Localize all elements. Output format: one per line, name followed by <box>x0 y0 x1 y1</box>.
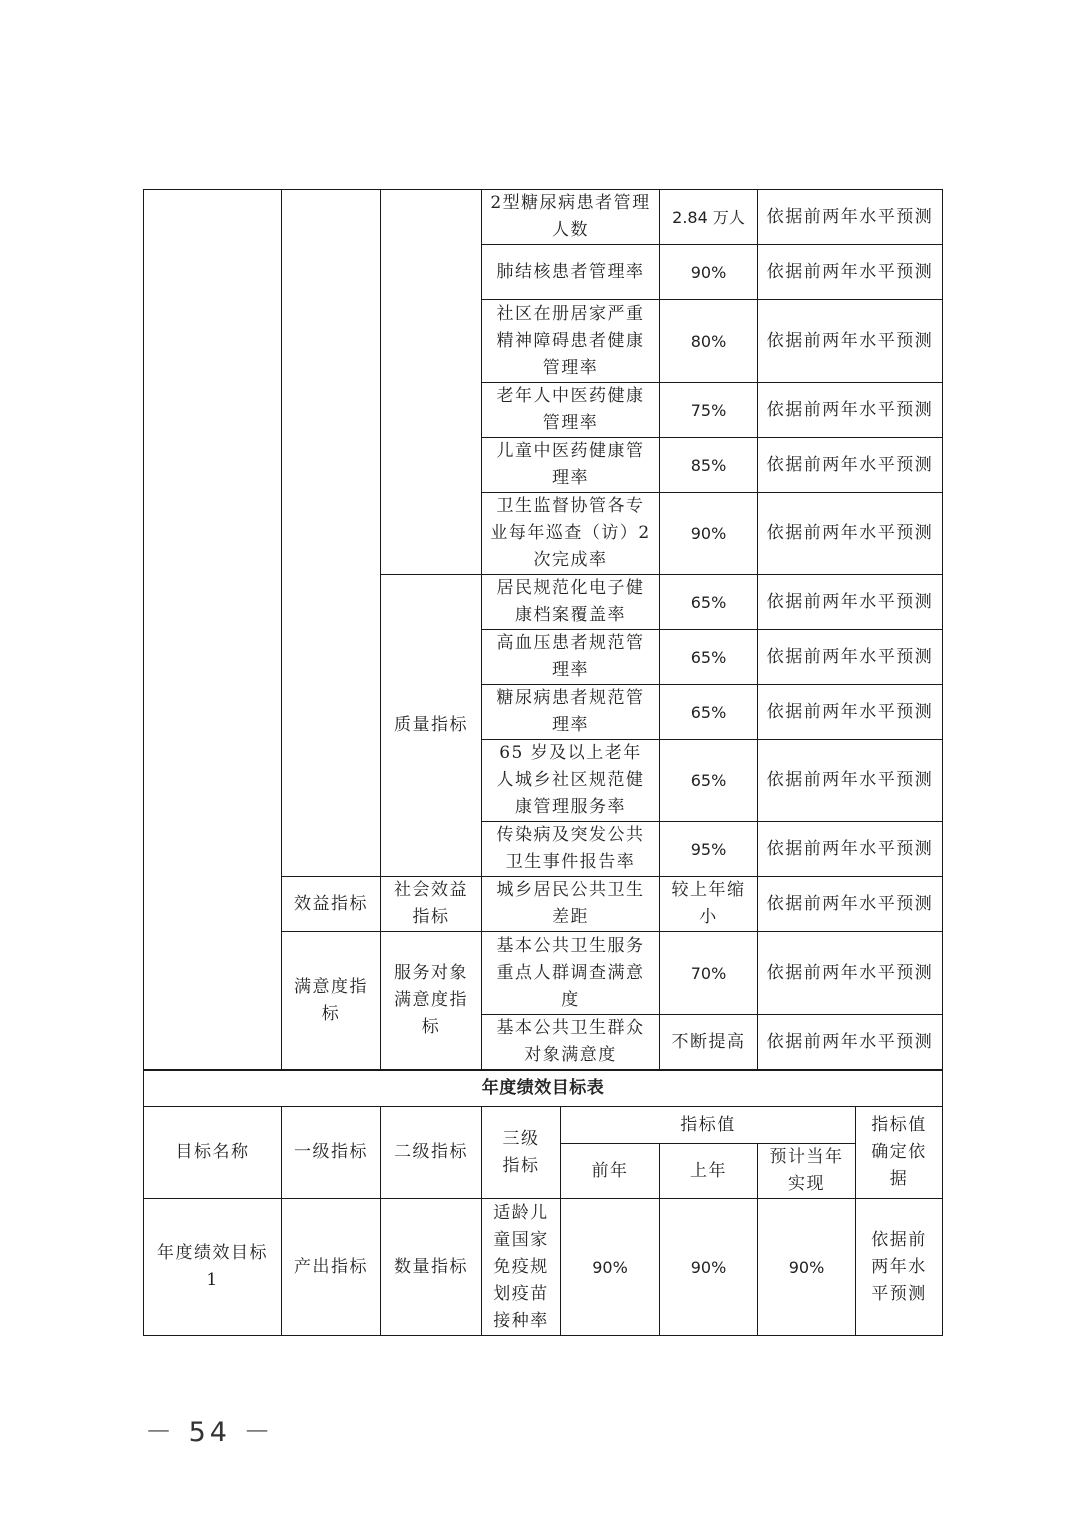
indicator-value: 75% <box>660 383 758 438</box>
indicator-value: 80% <box>660 300 758 383</box>
header-basis-text: 指标值确定依据 <box>871 1115 927 1189</box>
level1-satisfaction: 满意度指标 <box>282 932 381 1070</box>
level2-quality: 质量指标 <box>381 575 482 877</box>
value-basis: 依据前两年水平预测 <box>758 1015 943 1070</box>
level3-indicator: 65 岁及以上老年人城乡社区规范健康管理服务率 <box>482 740 660 822</box>
level3-indicator: 糖尿病患者规范管理率 <box>482 685 660 740</box>
level1-indicator: 产出指标 <box>282 1199 381 1336</box>
table-title: 年度绩效目标表 <box>144 1071 943 1107</box>
header-level2: 二级指标 <box>381 1107 482 1199</box>
value-basis: 依据前两年水平预测 <box>758 190 943 245</box>
last-year-value: 90% <box>660 1199 758 1336</box>
value-basis: 依据前两年水平预测 <box>758 932 943 1015</box>
header-prev-year: 前年 <box>561 1144 660 1199</box>
indicator-value: 较上年缩小 <box>660 877 758 932</box>
indicator-value: 2.84 万人 <box>660 190 758 245</box>
level3-indicator: 城乡居民公共卫生差距 <box>482 877 660 932</box>
value-basis: 依据前两年水平预测 <box>758 300 943 383</box>
indicator-value: 65% <box>660 630 758 685</box>
value-basis: 依据前两年水平预测 <box>758 630 943 685</box>
page-number: － 54 － <box>145 1417 275 1448</box>
level3-indicator: 基本公共卫生服务重点人群调查满意度 <box>482 932 660 1015</box>
level3-indicator: 传染病及突发公共卫生事件报告率 <box>482 822 660 877</box>
indicator-value: 95% <box>660 822 758 877</box>
indicator-value: 90% <box>660 245 758 300</box>
value-basis: 依据前两年水平预测 <box>758 740 943 822</box>
this-year-value: 90% <box>758 1199 856 1336</box>
level1-benefit: 效益指标 <box>282 877 381 932</box>
goal-name-cell-empty <box>144 190 282 1070</box>
level3-indicator: 儿童中医药健康管理率 <box>482 438 660 493</box>
indicator-value: 70% <box>660 932 758 1015</box>
value-basis <box>856 1199 943 1336</box>
value-basis: 依据前两年水平预测 <box>758 685 943 740</box>
indicator-value: 65% <box>660 685 758 740</box>
value-basis: 依据前两年水平预测 <box>758 877 943 932</box>
value-basis: 依据前两年水平预测 <box>758 575 943 630</box>
header-basis <box>856 1107 943 1199</box>
performance-indicator-table <box>143 189 943 1070</box>
level3-indicator: 老年人中医药健康管理率 <box>482 383 660 438</box>
value-basis: 依据前两年水平预测 <box>758 383 943 438</box>
level2-cell-empty <box>381 190 482 575</box>
header-level3-text: 三级指标 <box>502 1128 540 1176</box>
annual-performance-goal-table <box>143 1070 943 1336</box>
header-indicator-value: 指标值 <box>561 1107 856 1144</box>
level3-indicator: 居民规范化电子健康档案覆盖率 <box>482 575 660 630</box>
level3-indicator-text: 适龄儿童国家免疫规划疫苗接种率 <box>493 1202 549 1331</box>
indicator-value: 90% <box>660 493 758 575</box>
level3-indicator <box>482 1199 561 1336</box>
value-basis: 依据前两年水平预测 <box>758 822 943 877</box>
header-last-year: 上年 <box>660 1144 758 1199</box>
goal-name: 年度绩效目标1 <box>144 1199 282 1336</box>
indicator-value: 不断提高 <box>660 1015 758 1070</box>
level3-indicator: 基本公共卫生群众对象满意度 <box>482 1015 660 1070</box>
level2-service: 服务对象满意度指标 <box>381 932 482 1070</box>
header-level3 <box>482 1107 561 1199</box>
level2-social: 社会效益指标 <box>381 877 482 932</box>
indicator-value: 65% <box>660 740 758 822</box>
value-basis: 依据前两年水平预测 <box>758 245 943 300</box>
value-basis: 依据前两年水平预测 <box>758 493 943 575</box>
level3-indicator: 肺结核患者管理率 <box>482 245 660 300</box>
level2-indicator: 数量指标 <box>381 1199 482 1336</box>
level3-indicator: 卫生监督协管各专业每年巡查（访）2次完成率 <box>482 493 660 575</box>
level1-cell-empty <box>282 190 381 877</box>
level3-indicator: 高血压患者规范管理率 <box>482 630 660 685</box>
value-basis: 依据前两年水平预测 <box>758 438 943 493</box>
indicator-value: 85% <box>660 438 758 493</box>
indicator-value: 65% <box>660 575 758 630</box>
header-this-year: 预计当年实现 <box>758 1144 856 1199</box>
prev-year-value: 90% <box>561 1199 660 1336</box>
level3-indicator: 2型糖尿病患者管理人数 <box>482 190 660 245</box>
level3-indicator: 社区在册居家严重精神障碍患者健康管理率 <box>482 300 660 383</box>
header-goal-name: 目标名称 <box>144 1107 282 1199</box>
value-basis-text: 依据前两年水平预测 <box>871 1229 927 1304</box>
header-level1: 一级指标 <box>282 1107 381 1199</box>
